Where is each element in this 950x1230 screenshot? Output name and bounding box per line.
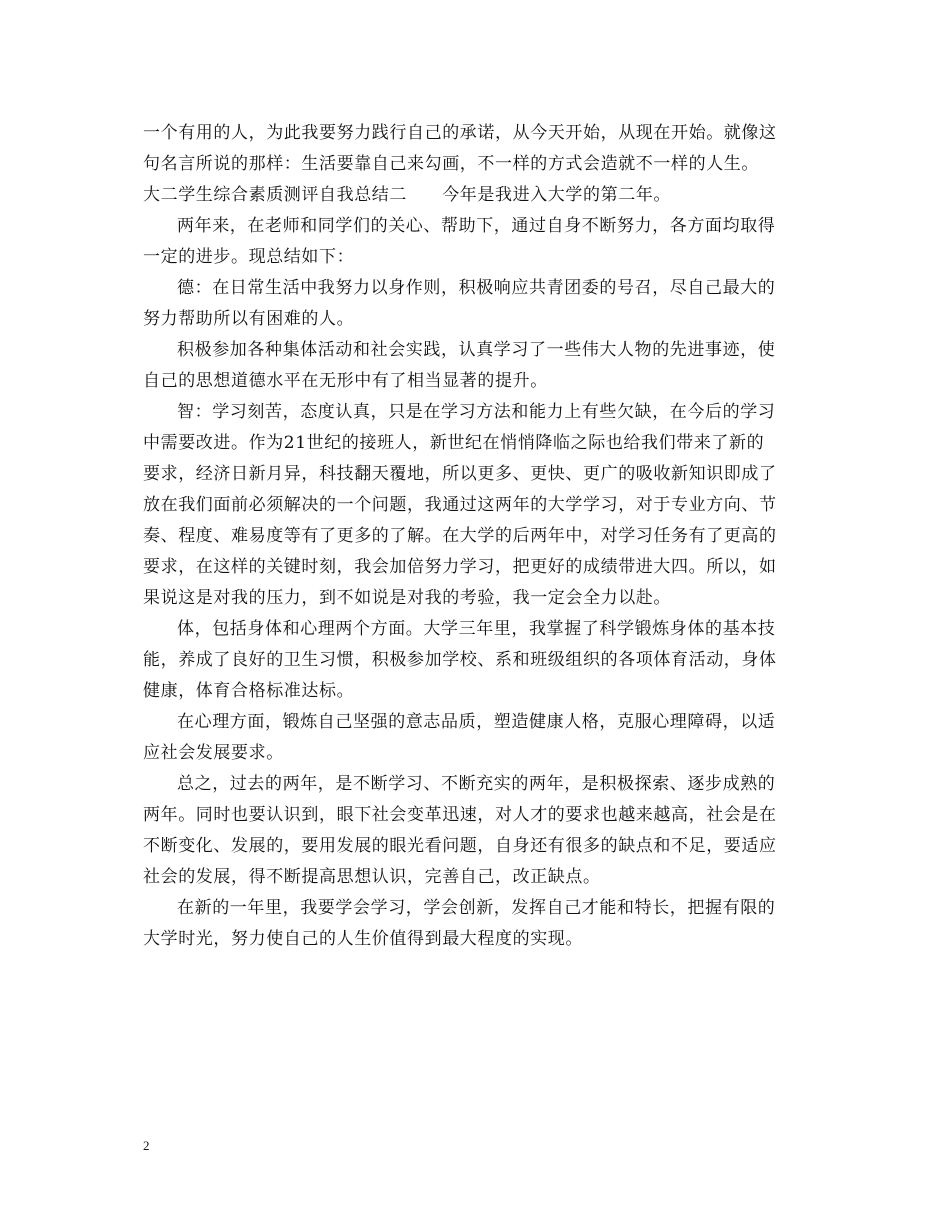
text-line: 努力帮助所以有困难的人。 (143, 309, 355, 329)
text-line: 应社会发展要求。 (143, 743, 284, 763)
text-line: 在新的一年里，我要学会学习，学会创新，发挥自己才能和特长，把握有限的 (177, 898, 776, 918)
text-line: 一个有用的人，为此我要努力践行自己的承诺，从今天开始，从现在开始。就像这 (143, 123, 777, 143)
document-body (143, 118, 811, 955)
text-line: 总之，过去的两年，是不断学习、不断充实的两年，是积极探索、逐步成熟的 (177, 774, 776, 794)
text-line: 要求，在这样的关键时刻，我会加倍努力学习，把更好的成绩带进大四。所以，如 (143, 557, 777, 577)
text-line: 一定的进步。现总结如下： (143, 247, 355, 267)
text-line: 大二学生综合素质测评自我总结二 今年是我进入大学的第二年。 (143, 185, 671, 205)
text-line: 不断变化、发展的，要用发展的眼光看问题，自身还有很多的缺点和不足，要适应 (143, 836, 777, 856)
text-line: 自己的思想道德水平在无形中有了相当显著的提升。 (143, 371, 548, 391)
text-line: 能，养成了良好的卫生习惯，积极参加学校、系和班级组织的各项体育活动，身体 (143, 650, 777, 670)
text-line: 社会的发展，得不断提高思想认识，完善自己，改正缺点。 (143, 867, 601, 887)
page-number: 2 (143, 1138, 150, 1153)
text-line: 大学时光，努力使自己的人生价值得到最大程度的实现。 (143, 929, 583, 949)
text-line: 积极参加各种集体活动和社会实践，认真学习了一些伟大人物的先进事迹，使 (177, 340, 776, 360)
text-line: 两年来，在老师和同学们的关心、帮助下，通过自身不断努力，各方面均取得 (177, 216, 776, 236)
text-line: 句名言所说的那样：生活要靠自己来勾画，不一样的方式会造就不一样的人生。 (143, 154, 759, 174)
text-line: 智：学习刻苦，态度认真，只是在学习方法和能力上有些欠缺，在今后的学习 (177, 402, 776, 422)
text-line: 放在我们面前必须解决的一个问题，我通过这两年的大学学习，对于专业方向、节 (143, 495, 777, 515)
text-line: 健康，体育合格标准达标。 (143, 681, 355, 701)
text-line: 在心理方面，锻炼自己坚强的意志品质，塑造健康人格，克服心理障碍，以适 (177, 712, 776, 732)
text-line: 中需要改进。作为21世纪的接班人，新世纪在悄悄降临之际也给我们带来了新的 (143, 433, 765, 453)
text-line: 奏、程度、难易度等有了更多的了解。在大学的后两年中，对学习任务有了更高的 (143, 526, 777, 546)
text-line: 德：在日常生活中我努力以身作则，积极响应共青团委的号召，尽自己最大的 (177, 278, 776, 298)
text-line: 果说这是对我的压力，到不如说是对我的考验，我一定会全力以赴。 (143, 588, 671, 608)
text-line: 两年。同时也要认识到，眼下社会变革迅速，对人才的要求也越来越高，社会是在 (143, 805, 777, 825)
text-line: 要求，经济日新月异，科技翻天覆地，所以更多、更快、更广的吸收新知识即成了 (143, 464, 777, 484)
text-line: 体，包括身体和心理两个方面。大学三年里，我掌握了科学锻炼身体的基本技 (177, 619, 776, 639)
